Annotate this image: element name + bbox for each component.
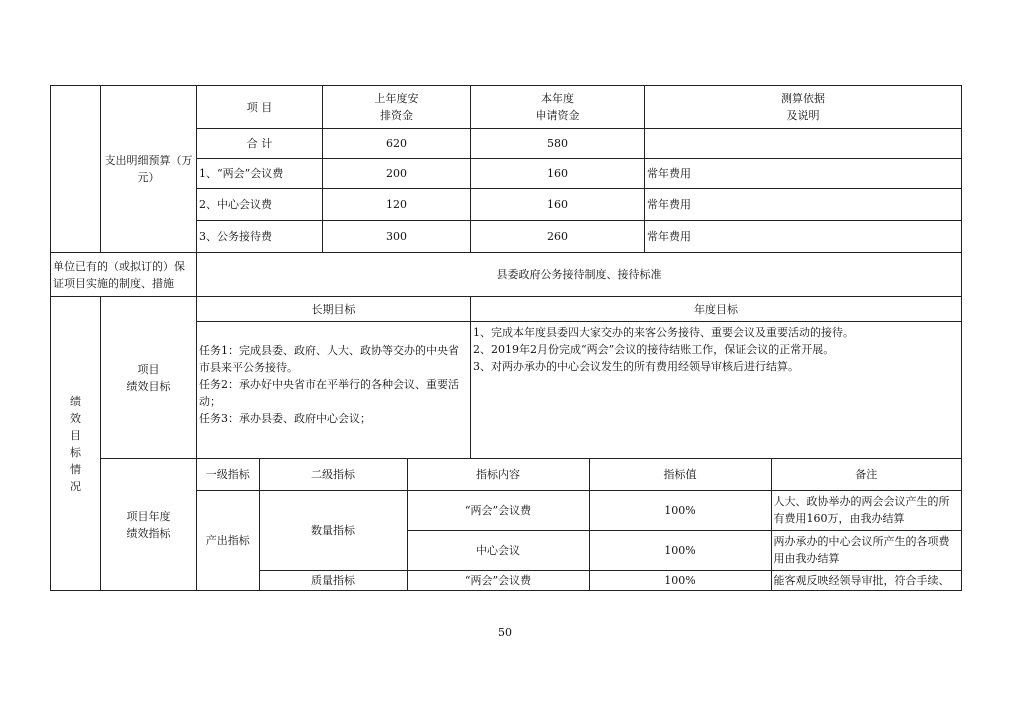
row-item: 3、公务接待费 [197,221,323,253]
header-cur-line1: 本年度 [541,92,574,105]
indicator-label-line1: 项目年度 [126,509,171,523]
header-basis-line1: 测算依据 [781,92,825,105]
page-number: 50 [498,626,512,639]
ind-value: 100% [589,570,771,590]
ind-content: 中心会议 [407,530,589,570]
header-prev-line1: 上年度安 [374,92,419,105]
row-item: 2、中心会议费 [197,189,323,221]
ind-header-value: 指标值 [589,459,771,490]
ind-header-content: 指标内容 [407,459,589,490]
quantity-indicator-label: 数量指标 [259,490,407,570]
header-basis [645,86,962,129]
indicator-table-cell [197,459,962,591]
performance-label-char: 况 [70,479,81,493]
row-prev: 620 [323,129,471,159]
ind-content: “两会”会议费 [407,570,589,590]
row-item: 1、“两会”会议费 [197,159,323,189]
output-indicator-label: 产出指标 [197,490,259,590]
quality-indicator-label: 质量指标 [259,570,407,590]
header-prev-line2: 排资金 [380,109,413,122]
project-goal-label-line2: 绩效目标 [126,379,171,393]
annual-header: 年度目标 [471,297,962,322]
ind-header-level2: 二级指标 [259,459,407,490]
system-value: 县委政府公务接待制度、接待标准 [197,253,962,297]
indicator-table [197,459,961,590]
header-prev-funds [323,86,471,129]
performance-label-char: 目 [70,428,81,442]
long-term-header: 长期目标 [197,297,471,322]
project-goal-label-line1: 项目 [137,362,160,376]
system-label: 单位已有的（或拟订的）保证项目实施的制度、措施 [51,253,197,297]
indicator-label [101,459,197,591]
ind-remark: 能客观反映经领导审批，符合手续、 [771,570,961,590]
performance-section-label [51,297,101,591]
long-term-goals: 任务1：完成县委、政府、人大、政协等交办的中央省市县来平公务接待。 任务2：承办好中央省市在平举行的各种会议、重要活动； 任务3：承办县委、政府中心会议； [197,322,471,459]
annual-goals: 1、完成本年度县委四大家交办的来客公务接待、重要会议及重要活动的接待。 2、2019年2月份完成“两会”会议的接待结账工作，保证会议的正常开展。 3、对两办承办的中心会议发生的所有费用经领导审核后进行结算。 [471,322,962,459]
header-item: 项 目 [197,86,323,129]
row-item: 合 计 [197,129,323,159]
indicator-label-line2: 绩效指标 [126,526,171,540]
row-prev: 300 [323,221,471,253]
budget-performance-table [50,85,962,591]
row-basis: 常年费用 [645,159,962,189]
ind-content: “两会”会议费 [407,490,589,530]
row-basis: 常年费用 [645,221,962,253]
ind-value: 100% [589,530,771,570]
ind-remark: 人大、政协举办的两会会议产生的所有费用160万，由我办结算 [771,490,961,530]
performance-label-char: 标 [70,445,81,459]
header-cur-line2: 申请资金 [535,109,580,122]
ind-remark: 两办承办的中心会议所产生的各项费用由我办结算 [771,530,961,570]
row-prev: 120 [323,189,471,221]
budget-left-blank [51,86,101,253]
project-goal-label [101,297,197,459]
performance-label-char: 情 [70,462,81,476]
header-current-funds [471,86,645,129]
ind-value: 100% [589,490,771,530]
row-cur: 260 [471,221,645,253]
row-cur: 160 [471,159,645,189]
ind-header-remark: 备注 [771,459,961,490]
header-basis-line2: 及说明 [786,109,820,122]
performance-label-char: 效 [70,411,81,425]
ind-header-level1: 一级指标 [197,459,259,490]
row-cur: 580 [471,129,645,159]
performance-label-char: 绩 [70,394,81,408]
row-cur: 160 [471,189,645,221]
budget-section-label: 支出明细预算（万元） [101,86,197,253]
row-basis [645,129,962,159]
row-prev: 200 [323,159,471,189]
row-basis: 常年费用 [645,189,962,221]
